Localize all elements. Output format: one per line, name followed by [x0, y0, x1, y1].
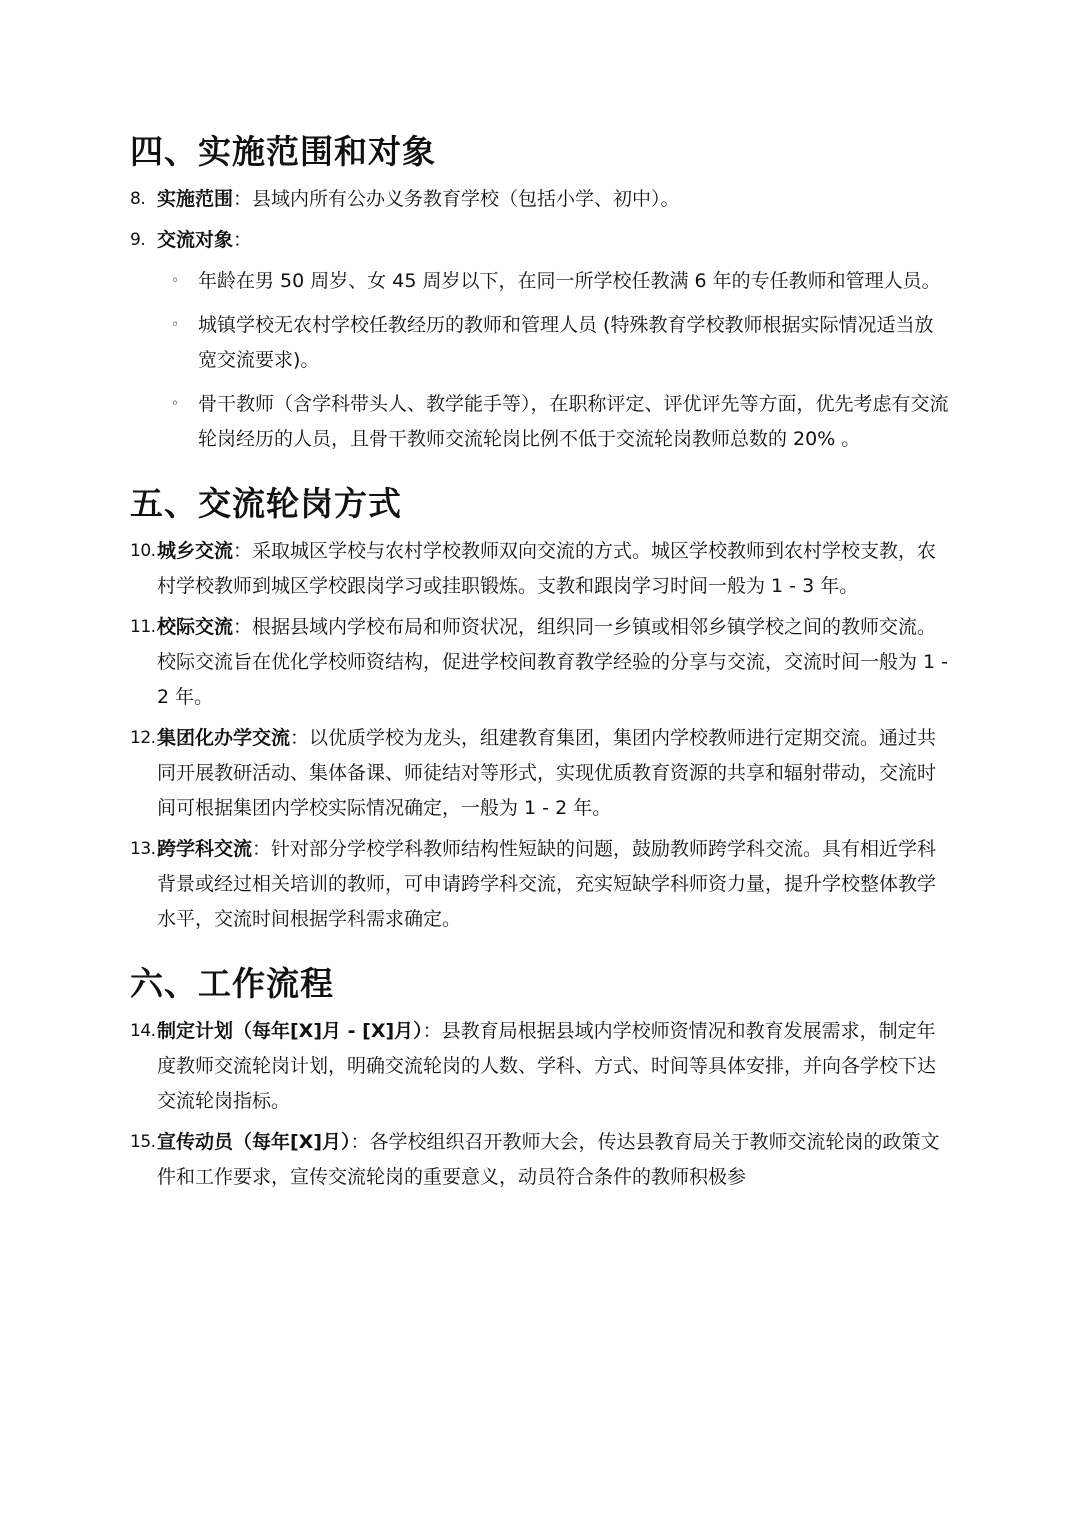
item-label: 集团化办学交流	[157, 727, 291, 749]
item-label: 制定计划（每年[X]月 - [X]月）	[157, 1020, 423, 1042]
list-number: 12.	[130, 728, 156, 748]
item-label: 校际交流	[157, 616, 234, 638]
item-label: 宣传动员（每年[X]月）	[157, 1131, 351, 1153]
list-number: 15.	[130, 1132, 156, 1152]
sub-list-item	[157, 308, 952, 378]
list-number: 8.	[130, 189, 146, 209]
item-text: ：县域内所有公办义务教育学校（包括小学、初中）。	[233, 188, 680, 210]
sub-list-item	[157, 387, 952, 457]
list-item-10	[130, 534, 952, 604]
item-text: ：根据县域内学校布局和师资状况，组织同一乡镇或相邻乡镇学校之间的教师交流。校际交流旨在优化学校师资结构，促进学校间教育教学经验的分享与交流，交流时间一般为 1 - 2 年。	[157, 616, 949, 708]
bullet-icon: ◦	[171, 317, 180, 333]
item-label: 实施范围	[157, 188, 234, 210]
list-item-11	[130, 610, 952, 715]
item-text: ：县教育局根据县域内学校师资情况和教育发展需求，制定年度教师交流轮岗计划，明确交流轮岗的人数、学科、方式、时间等具体安排，并向各学校下达交流轮岗指标。	[157, 1020, 937, 1112]
sub-item-text: 城镇学校无农村学校任教经历的教师和管理人员 (特殊教育学校教师根据实际情况适当放宽交流要求)。	[198, 314, 934, 371]
section-6-list	[130, 1014, 952, 1195]
list-number: 14.	[130, 1021, 156, 1041]
list-item-12	[130, 721, 952, 826]
section-heading-4: 四、实施范围和对象	[130, 132, 436, 171]
bullet-icon: ◦	[171, 273, 180, 289]
list-number: 10.	[130, 541, 156, 561]
item-label: 交流对象	[157, 229, 234, 251]
list-item-8	[130, 182, 952, 217]
section-heading-5: 五、交流轮岗方式	[130, 484, 402, 523]
section-5-list	[130, 534, 952, 937]
list-item-9	[130, 223, 952, 457]
list-number: 11.	[130, 617, 156, 637]
list-item-13	[130, 832, 952, 937]
item-text: ：各学校组织召开教师大会，传达县教育局关于教师交流轮岗的政策文件和工作要求，宣传交流轮岗的重要意义，动员符合条件的教师积极参	[157, 1131, 940, 1188]
item-text: ：采取城区学校与农村学校教师双向交流的方式。城区学校教师到农村学校支教，农村学校教师到城区学校跟岗学习或挂职锻炼。支教和跟岗学习时间一般为 1 - 3 年。	[157, 540, 937, 597]
document-content	[130, 128, 952, 1201]
sub-list-item	[157, 264, 952, 299]
list-item-15	[130, 1125, 952, 1195]
sub-item-text: 骨干教师（含学科带头人、教学能手等），在职称评定、评优评先等方面，优先考虑有交流轮岗经历的人员，且骨干教师交流轮岗比例不低于交流轮岗教师总数的 20% 。	[198, 393, 949, 450]
list-number: 13.	[130, 839, 156, 859]
list-number: 9.	[130, 230, 146, 250]
bullet-icon: ◦	[171, 396, 180, 412]
item-label: 跨学科交流	[157, 838, 253, 860]
item-text: ：	[233, 229, 253, 251]
item-label: 城乡交流	[157, 540, 234, 562]
list-item-14	[130, 1014, 952, 1119]
sub-item-text: 年龄在男 50 周岁、女 45 周岁以下，在同一所学校任教满 6 年的专任教师和管理人员。	[198, 270, 941, 292]
section-heading-6: 六、工作流程	[130, 964, 334, 1003]
sub-list	[157, 264, 952, 457]
item-text: ：以优质学校为龙头，组建教育集团，集团内学校教师进行定期交流。通过共同开展教研活动、集体备课、师徒结对等形式，实现优质教育资源的共享和辐射带动，交流时间可根据集团内学校实际情况确定，一般为 1 - 2 年。	[157, 727, 937, 819]
section-4-list	[130, 182, 952, 457]
item-text: ：针对部分学校学科教师结构性短缺的问题，鼓励教师跨学科交流。具有相近学科背景或经过相关培训的教师，可申请跨学科交流，充实短缺学科师资力量，提升学校整体教学水平，交流时间根据学科需求确定。	[157, 838, 937, 930]
